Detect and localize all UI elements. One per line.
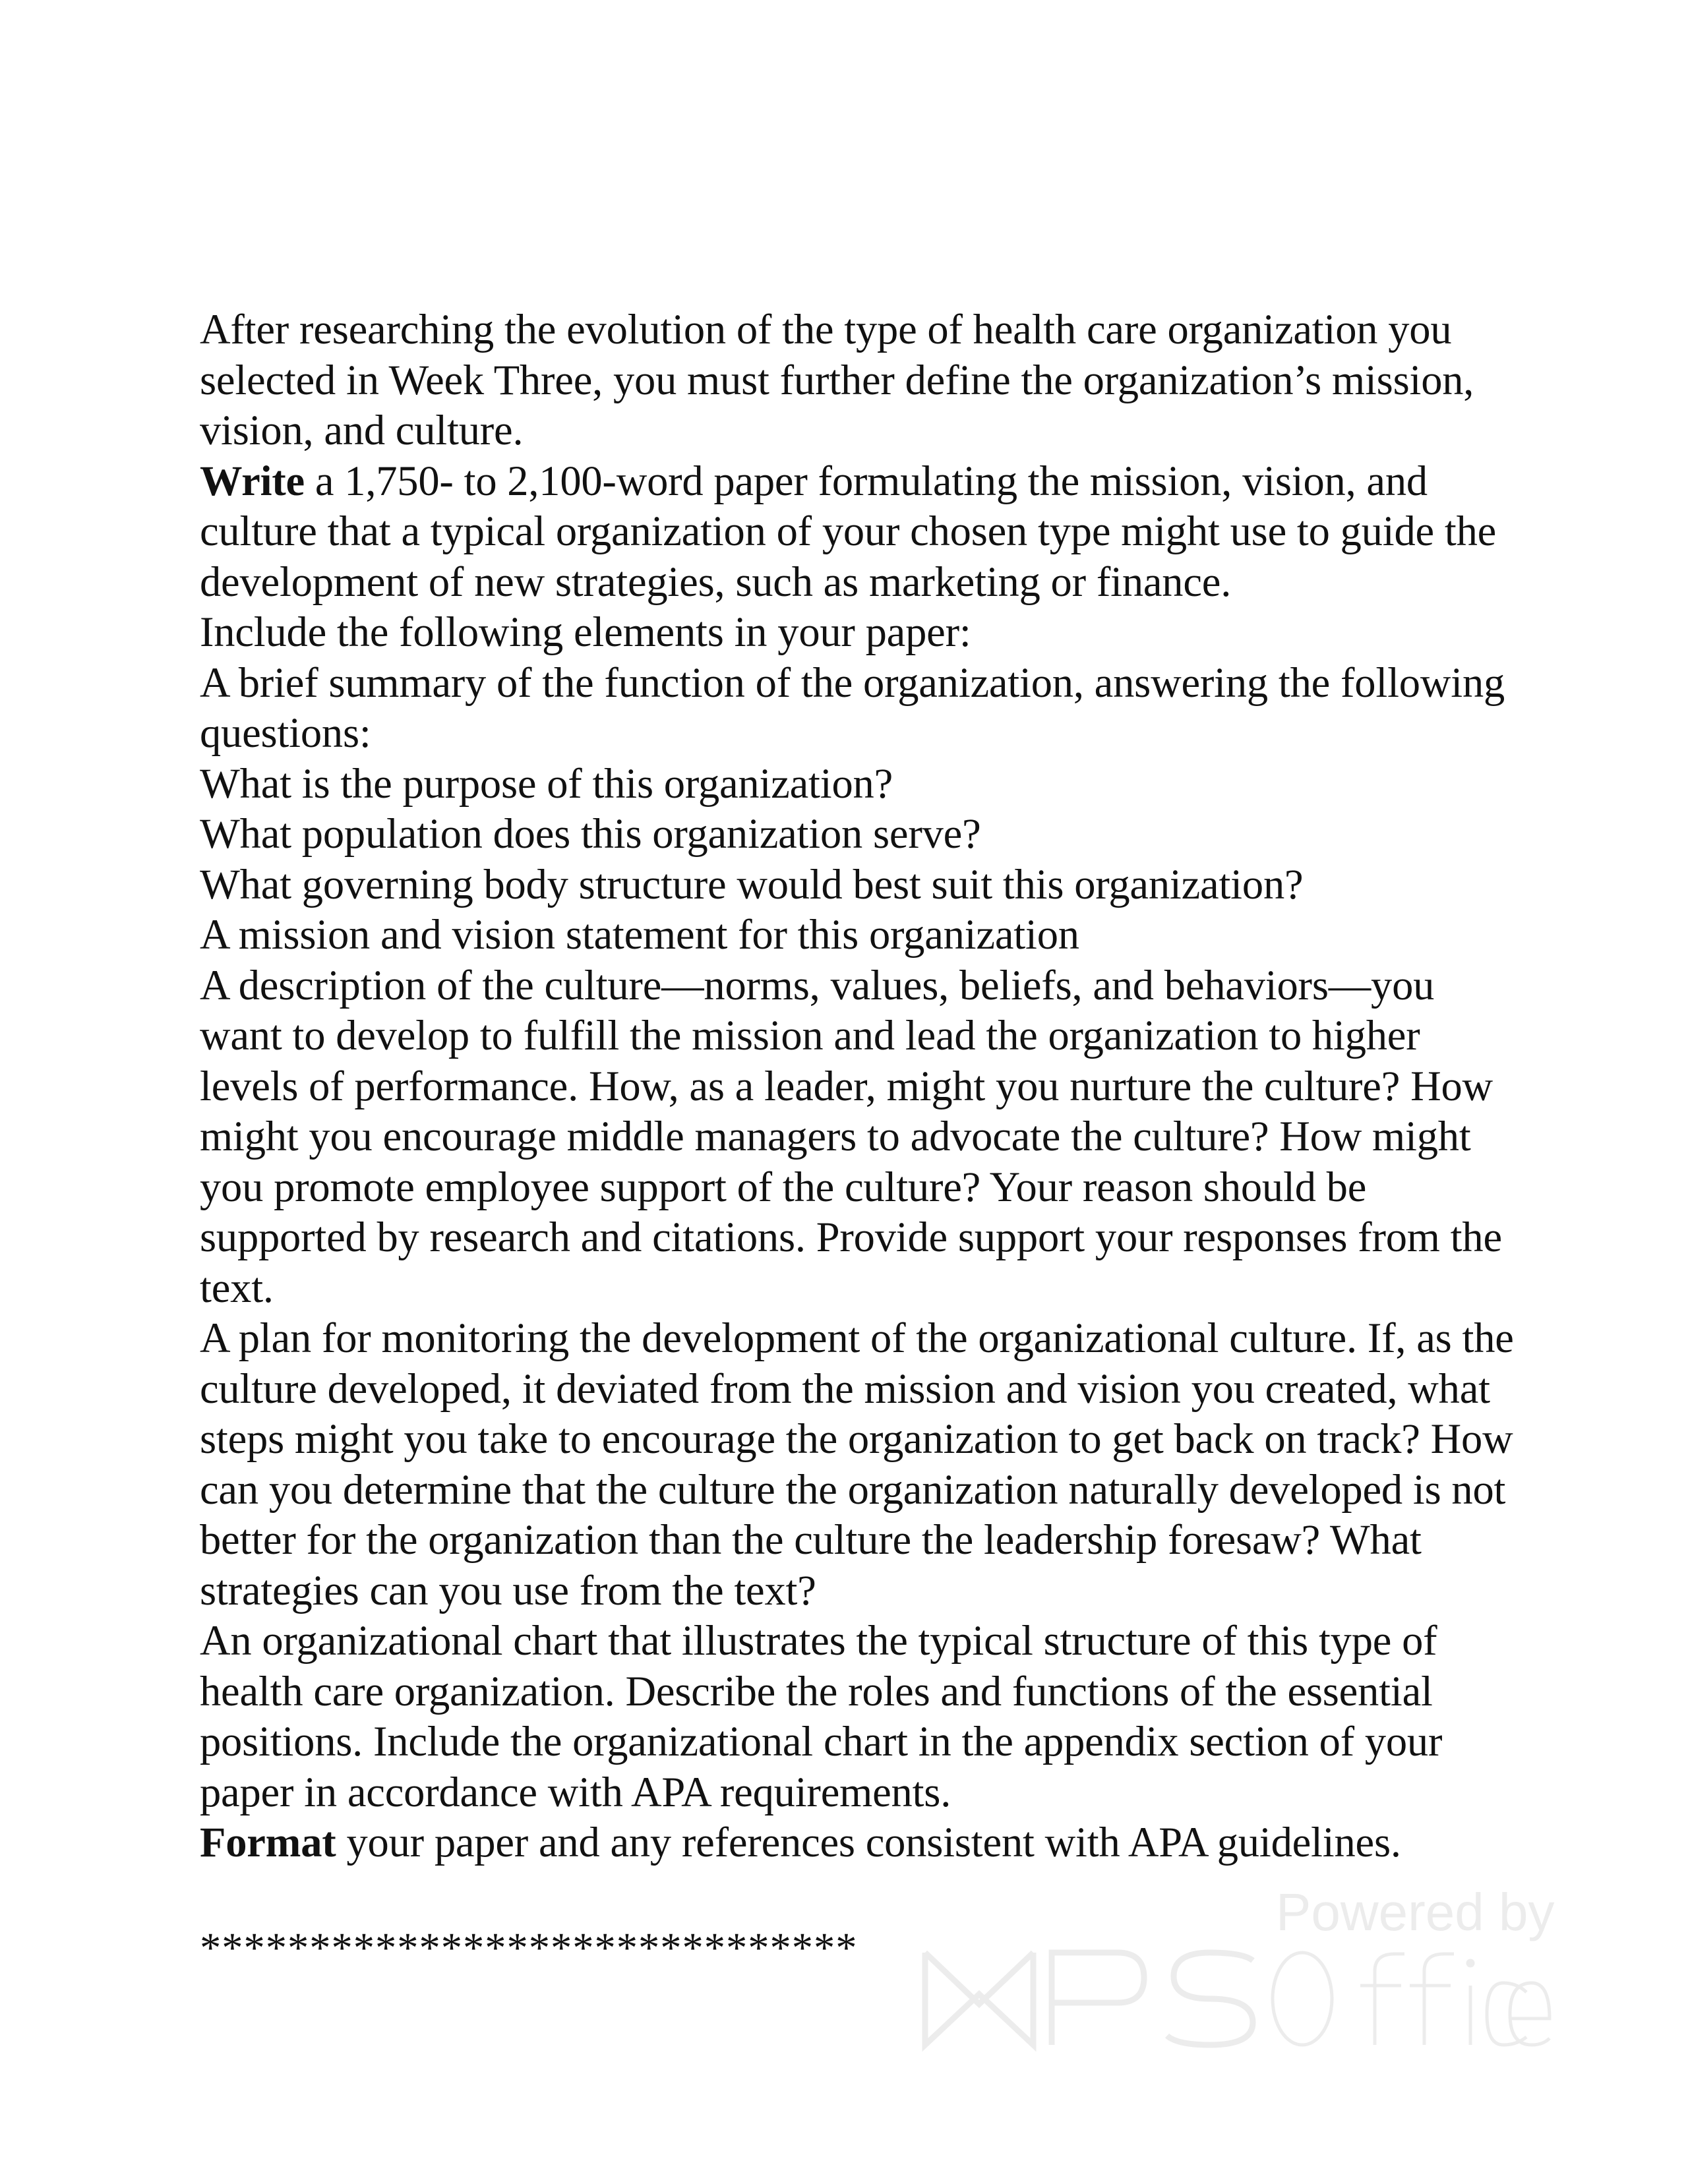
document-body [200,305,1519,1868]
paragraph-text: A brief summary of the function of the organization, answering the following questions: [200,659,1505,756]
paragraph-text: A mission and vision statement for this organization [200,911,1079,958]
paragraph-text: your paper and any references consistent with APA guidelines. [336,1819,1401,1866]
paragraph-text: Include the following elements in your paper: [200,608,971,655]
paragraph-question-governing [200,860,1519,910]
paragraph-text: An organizational chart that illustrates the typical structure of this type of health care organization. Describe the roles and functions of the essential positions. Include the organizational chart in the appendix section of your paper in accordance with APA requirements. [200,1617,1443,1815]
paragraph-include [200,607,1519,658]
paragraph-text: After researching the evolution of the type of health care organization you selected in Week Three, you must further define the organization’s mission, vision, and culture. [200,306,1474,454]
paragraph-intro [200,305,1519,456]
wps-office-watermark [920,1882,1555,2060]
paragraph-monitoring-plan [200,1313,1519,1616]
bold-keyword-format: Format [200,1819,336,1866]
paragraph-text: A description of the culture—norms, values, beliefs, and behaviors—you want to develop to fulfill the mission and lead the organization to higher levels of performance. How, as a leader, might you nurture the culture? How might you encourage middle managers to advocate the culture? How might you promote employee support of the culture? Your reason should be supported by research and citations. Provide support your responses from the text. [200,961,1502,1311]
paragraph-question-population [200,809,1519,860]
paragraph-text: What population does this organization serve? [200,810,981,857]
paragraph-summary [200,658,1519,759]
watermark-powered-by: Powered by [1276,1883,1555,1941]
paragraph-text: a 1,750- to 2,100-word paper formulating the mission, vision, and culture that a typical organization of your chosen type might use to guide the development of new strategies, such as marketing or finance. [200,457,1497,605]
separator-asterisks: ****************************** [200,1924,858,1971]
paragraph-text: A plan for monitoring the development of the organizational culture. If, as the culture developed, it deviated from the mission and vision you created, what steps might you take to encourage the organization to get back on track? How can you determine that the culture the organization naturally developed is not better for the organization than the culture the leadership foresaw? What strategies can you use from the text? [200,1314,1514,1614]
paragraph-question-purpose [200,759,1519,810]
bold-keyword-write: Write [200,457,305,504]
paragraph-text: What governing body structure would best suit this organization? [200,860,1304,908]
wps-office-logo [920,1945,1553,2053]
paragraph-culture-description [200,960,1519,1314]
paragraph-text: What is the purpose of this organization? [200,759,893,807]
paragraph-format [200,1817,1519,1868]
paragraph-write [200,456,1519,608]
paragraph-mission-vision [200,910,1519,960]
paragraph-org-chart [200,1616,1519,1817]
